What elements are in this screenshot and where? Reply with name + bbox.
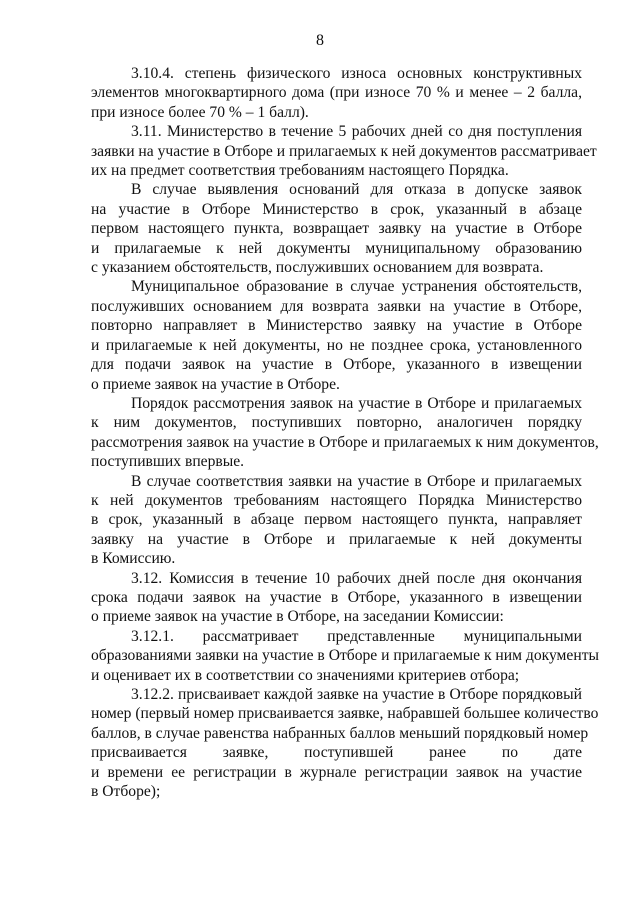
text-line: первом настоящего пункта, возвращает заявку на участие в Отборе (91, 220, 582, 238)
text-line: и прилагаемые к ней документы муниципальному образованию (91, 239, 582, 257)
text-line: заявку на участие в Отборе и прилагаемые к ней документы (91, 530, 582, 548)
text-line: заявки на участие в Отборе и прилагаемых к ней документов рассматривает (91, 142, 597, 160)
text-line: баллов, в случае равенства набранных баллов меньший порядковый номер (91, 724, 589, 742)
text-line: рассмотрения заявок на участие в Отборе и прилагаемых к ним документов, (91, 433, 599, 451)
text-line: и оценивает их в соответствии со значениями критериев отбора; (91, 666, 520, 684)
paragraph (91, 122, 597, 180)
text-line: и времени ее регистрации в журнале регистрации заявок на участие (91, 763, 582, 781)
text-line: В случае соответствия заявки на участие в Отборе и прилагаемых (131, 472, 582, 490)
text-line: их на предмет соответствия требованиям настоящего Порядка. (91, 162, 509, 180)
paragraph (91, 685, 599, 801)
paragraph (91, 394, 599, 472)
text-line: на участие в Отборе Министерство в срок, указанный в абзаце (91, 200, 582, 218)
paragraph (91, 180, 582, 277)
text-line: Муниципальное образование в случае устранения обстоятельств, (131, 278, 582, 296)
text-line: при износе более 70 % – 1 балл). (91, 103, 309, 121)
paragraph (91, 569, 582, 627)
paragraph (91, 64, 582, 122)
paragraph (91, 472, 582, 569)
text-line: о приеме заявок на участие в Отборе, на заседании Комиссии: (91, 608, 504, 626)
document-body (91, 64, 599, 801)
text-line: в срок, указанный в абзаце первом настоящего пункта, направляет (91, 511, 582, 529)
text-line: элементов многоквартирного дома (при износе 70 % и менее – 2 балла, (91, 84, 582, 102)
text-line: 3.12.1. рассматривает представленные муниципальными (131, 627, 582, 645)
text-line: Порядок рассмотрения заявок на участие в Отборе и прилагаемых (131, 394, 582, 412)
text-line: образованиями заявки на участие в Отборе и прилагаемые к ним документы (91, 647, 599, 665)
text-line: о приеме заявок на участие в Отборе. (91, 375, 340, 393)
text-line: и прилагаемые к ней документы, но не позднее срока, установленного (91, 336, 582, 354)
text-line: для подачи заявок на участие в Отборе, указанного в извещении (91, 356, 582, 374)
text-line: номер (первый номер присваивается заявке, набравшей большее количество (91, 705, 599, 723)
paragraph (91, 277, 582, 393)
text-line: В случае выявления оснований для отказа в допуске заявок (131, 181, 582, 199)
text-line: 3.10.4. степень физического износа основных конструктивных (131, 65, 582, 82)
page-number: 8 (316, 32, 324, 49)
text-line: поступивших впервые. (91, 453, 245, 471)
text-line: 3.11. Министерство в течение 5 рабочих дней со дня поступления (131, 123, 582, 141)
text-line: в Отборе); (91, 783, 161, 801)
text-line: 3.12. Комиссия в течение 10 рабочих дней после дня окончания (131, 569, 582, 587)
text-line: срока подачи заявок на участие в Отборе, указанного в извещении (91, 588, 582, 606)
text-line: к ней документов требованиям настоящего Порядка Министерство (91, 491, 582, 509)
text-line: 3.12.2. присваивает каждой заявке на участие в Отборе порядковый (131, 686, 582, 703)
paragraph (91, 627, 599, 685)
text-line: в Комиссию. (91, 550, 176, 568)
text-line: послуживших основанием для возврата заявки на участие в Отборе, (91, 297, 582, 315)
text-line: присваивается заявке, поступившей ранее по дате (91, 744, 582, 762)
text-line: к ним документов, поступивших повторно, аналогичен порядку (91, 414, 582, 432)
text-line: с указанием обстоятельств, послуживших основанием для возврата. (91, 259, 544, 277)
text-line: повторно направляет в Министерство заявку на участие в Отборе (91, 317, 582, 335)
